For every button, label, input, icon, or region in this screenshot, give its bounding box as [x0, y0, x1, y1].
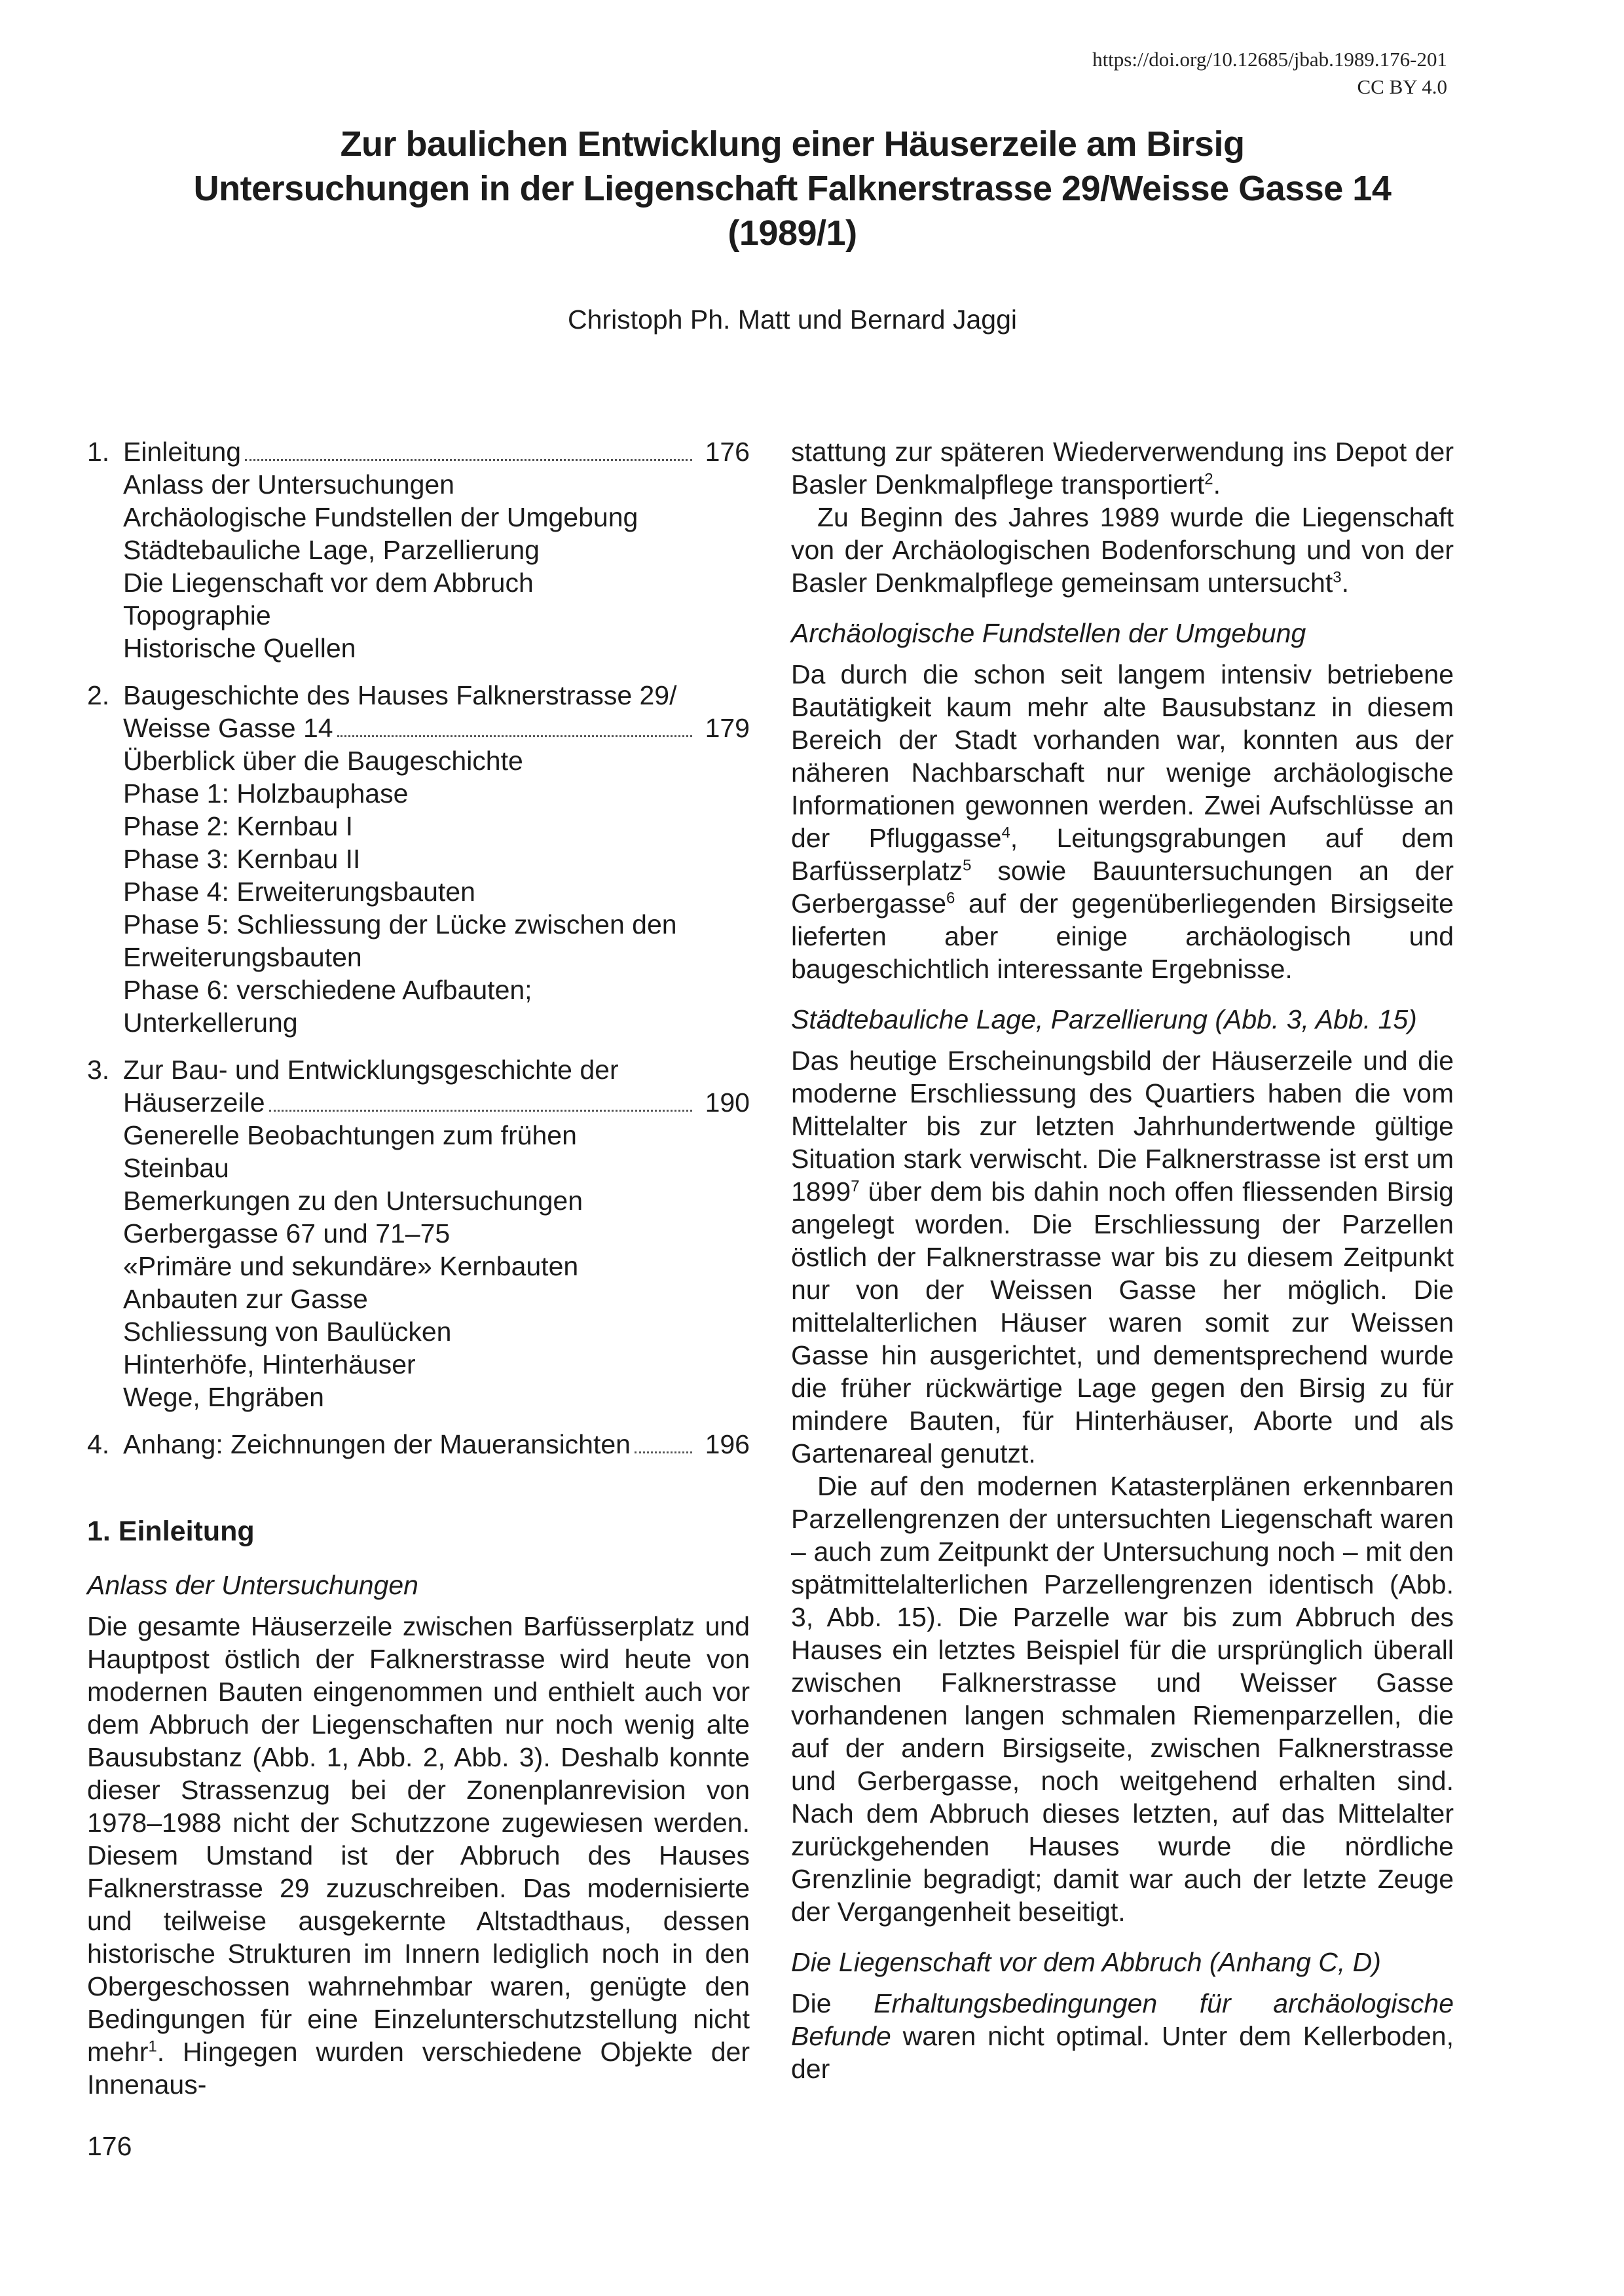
toc-subentry: Phase 3: Kernbau II: [123, 844, 361, 874]
toc-subentry: Anbauten zur Gasse: [123, 1284, 368, 1314]
doi-link[interactable]: https://doi.org/10.12685/jbab.1989.176-201: [1092, 48, 1447, 71]
toc-subentry: Phase 6: verschiedene Aufbauten;: [123, 975, 532, 1005]
toc-subentry: Phase 5: Schliessung der Lücke zwischen den: [123, 909, 677, 939]
toc-page: 190: [705, 1087, 750, 1118]
title-line-2: Untersuchungen in der Liegenschaft Falknerstrasse 29/Weisse Gasse 14: [193, 169, 1392, 208]
toc-page: 176: [705, 437, 750, 467]
toc-subentry: Gerbergasse 67 und 71–75: [123, 1218, 451, 1248]
toc-subentry: «Primäre und sekundäre» Kernbauten: [123, 1251, 579, 1281]
toc-entry-line1: [87, 1053, 750, 1086]
subsection-heading: Die Liegenschaft vor dem Abbruch (Anhang C, D): [791, 1947, 1381, 1977]
toc-entry[interactable]: [87, 435, 750, 468]
section-heading: 1. Einleitung: [87, 1516, 255, 1547]
footnote-ref[interactable]: 6: [946, 889, 955, 907]
toc-subentry: Generelle Beobachtungen zum frühen: [123, 1120, 577, 1150]
toc-title: Einleitung: [123, 437, 242, 467]
toc-entry[interactable]: [87, 712, 750, 744]
body-paragraph: stattung zur späteren Wiederverwendung ins Depot der Basler Denkmalpflege transportiert$^2$.: [791, 437, 1454, 500]
footnote-ref[interactable]: 3: [1333, 568, 1342, 587]
toc-subentry: Phase 1: Holzbauphase: [123, 778, 409, 809]
toc-subentry: Steinbau: [123, 1153, 229, 1183]
body-paragraph: Die auf den modernen Katasterplänen erkennbaren Parzellengrenzen der untersuchten Liegenschaft waren – auch zum Zeitpunkt der Untersuchung noch – mit den spätmittelalterlichen Parzellengrenzen identisch (Abb. 3, Abb. 15). Die Parzelle war bis zum Abbruch des Hauses ein letztes Beispiel für die ursprünglich überall zwischen Falknerstrasse und Weisser Gasse vorhandenen langen schmalen Riemenparzellen, die auf der andern Birsigseite, zwischen Falknerstrasse und Gerbergasse, noch weitgehend erhalten sind. Nach dem Abbruch dieses letzten, auf das Mittelalter zurückgehenden Hauses wurde die nördliche Grenzlinie begradigt; damit war auch der letzte Zeuge der Vergangenheit beseitigt.: [791, 1471, 1454, 1927]
table-of-contents: [87, 435, 750, 1461]
toc-subentry: Erweiterungsbauten: [123, 942, 362, 972]
toc-subentry: Archäologische Fundstellen der Umgebung: [123, 502, 638, 532]
subsection-heading: Archäologische Fundstellen der Umgebung: [791, 618, 1306, 648]
toc-entry[interactable]: [87, 1428, 750, 1461]
toc-section-4: [87, 1428, 750, 1461]
footnote-ref[interactable]: 4: [1001, 824, 1010, 842]
toc-title: Zur Bau- und Entwicklungsgeschichte der: [123, 1055, 619, 1085]
toc-subentry: Hinterhöfe, Hinterhäuser: [123, 1349, 416, 1379]
title-line-1: Zur baulichen Entwicklung einer Häuserzeile am Birsig: [340, 124, 1245, 164]
subsection-heading: Städtebauliche Lage, Parzellierung (Abb. 3, Abb. 15): [791, 1004, 1417, 1034]
toc-subentry: Phase 4: Erweiterungsbauten: [123, 877, 475, 907]
body-paragraph: Die gesamte Häuserzeile zwischen Barfüsserplatz und Hauptpost östlich der Falknerstrasse wird heute von modernen Bauten eingenommen und enthielt auch vor dem Abbruch der Liegenschaften nur noch wenig alte Bausubstanz (Abb. 1, Abb. 2, Abb. 3). Deshalb konnte dieser Strassenzug bei der Zonenplanrevision von 1978–1988 nicht der Schutzzone zugewiesen werden. Diesem Umstand ist der Abbruch des Hauses Falknerstrasse 29 zuzuschreiben. Das modernisierte und teilweise ausgekernte Altstadthaus, dessen historische Strukturen im Innern lediglich noch in den Obergeschossen wahrnehmbar waren, genügte den Bedingungen für eine Einzelunterschutzstellung nicht mehr$^1$. Hingegen wurden verschiedene Objekte der Innenaus-: [87, 1611, 750, 2100]
toc-title: Anhang: Zeichnungen der Maueransichten: [123, 1429, 631, 1459]
body-paragraph: Das heutige Erscheinungsbild der Häuserzeile und die moderne Erschliessung des Quartiers haben die vom Mittelalter bis zur letzten Jahrhundertwende gültige Situation stark verwischt. Die Falknerstrasse ist erst um 1899$^7$ über dem bis dahin noch offen fliessenden Birsig angelegt worden. Die Erschliessung der Parzellen östlich der Falknerstrasse war bis zu diesem Zeitpunkt nur von der Weissen Gasse her möglich. Die mittelalterlichen Häuser waren somit zur Weissen Gasse hin ausgerichtet, und dementsprechend wurde die früher rückwärtige Lage gegen den Birsig zu für mindere Bauten, für Hinterhäuser, Aborte und als Gartenareal genutzt.: [791, 1046, 1454, 1468]
toc-leader-dots: [245, 451, 692, 461]
footnote-ref[interactable]: 1: [148, 2037, 157, 2056]
authors: Christoph Ph. Matt und Bernard Jaggi: [568, 304, 1017, 335]
toc-subentry: Die Liegenschaft vor dem Abbruch: [123, 568, 534, 598]
footnote-ref[interactable]: 5: [963, 856, 972, 875]
title-line-3: (1989/1): [728, 213, 857, 253]
toc-leader-dots: [269, 1102, 693, 1112]
toc-number: 3.: [87, 1055, 110, 1085]
license-label: CC BY 4.0: [1357, 75, 1447, 98]
subsection-heading: Anlass der Untersuchungen: [87, 1570, 418, 1600]
body-paragraph: Da durch die schon seit langem intensiv betriebene Bautätigkeit kaum mehr alte Bausubstanz in diesem Bereich der Stadt vorhanden war, konnten aus der näheren Nachbarschaft nur wenige archäologische Informationen gewonnen werden. Zwei Aufschlüsse an der Pfluggasse$^4$, Leitungsgrabungen auf dem Barfüsserplatz$^5$ sowie Bauuntersuchungen an der Gerbergasse$^6$ auf der gegenüberliegenden Birsigseite lieferten aber einige archäologisch und baugeschichtlich interessante Ergebnisse.: [791, 659, 1454, 984]
toc-subentry: Unterkellerung: [123, 1008, 298, 1038]
toc-subentry: Wege, Ehgräben: [123, 1382, 324, 1412]
toc-page: 196: [705, 1429, 750, 1459]
footnote-ref[interactable]: 7: [851, 1177, 860, 1195]
toc-section-3: [87, 1053, 750, 1413]
toc-subentry: Phase 2: Kernbau I: [123, 811, 354, 841]
toc-subentry: Anlass der Untersuchungen: [123, 469, 454, 500]
footnote-ref[interactable]: 2: [1204, 470, 1213, 488]
toc-leader-dots: [635, 1444, 692, 1453]
toc-number: 2.: [87, 680, 110, 710]
toc-subentry: Topographie: [123, 600, 271, 630]
toc-subentry: Städtebauliche Lage, Parzellierung: [123, 535, 540, 565]
toc-title: Baugeschichte des Hauses Falknerstrasse 29/: [123, 680, 677, 710]
doi-header: [1092, 46, 1447, 101]
toc-subentry: Historische Quellen: [123, 633, 356, 663]
toc-number: 1.: [87, 437, 110, 467]
toc-title: Weisse Gasse 14: [123, 713, 333, 743]
toc-subentry: Bemerkungen zu den Untersuchungen: [123, 1186, 583, 1216]
body-paragraph: Die Erhaltungsbedingungen für archäologische Befunde waren nicht optimal. Unter dem Kellerboden, der: [791, 1988, 1454, 2084]
toc-page: 179: [705, 713, 750, 743]
left-column: [87, 435, 750, 2101]
toc-number: 4.: [87, 1429, 110, 1459]
toc-leader-dots: [337, 727, 692, 737]
body-paragraph: Zu Beginn des Jahres 1989 wurde die Liegenschaft von der Archäologischen Bodenforschung und von der Basler Denkmalpflege gemeinsam untersucht$^3$.: [791, 502, 1454, 598]
toc-section-1: [87, 435, 750, 665]
toc-subentry: Überblick über die Baugeschichte: [123, 746, 523, 776]
article-title: [118, 122, 1467, 255]
toc-section-2: [87, 679, 750, 1039]
page-number: 176: [87, 2131, 132, 2161]
toc-title: Häuserzeile: [123, 1087, 265, 1118]
right-column: [791, 435, 1454, 2085]
toc-entry[interactable]: [87, 1086, 750, 1119]
toc-subentry: Schliessung von Baulücken: [123, 1317, 452, 1347]
toc-entry-line1: [87, 679, 750, 712]
